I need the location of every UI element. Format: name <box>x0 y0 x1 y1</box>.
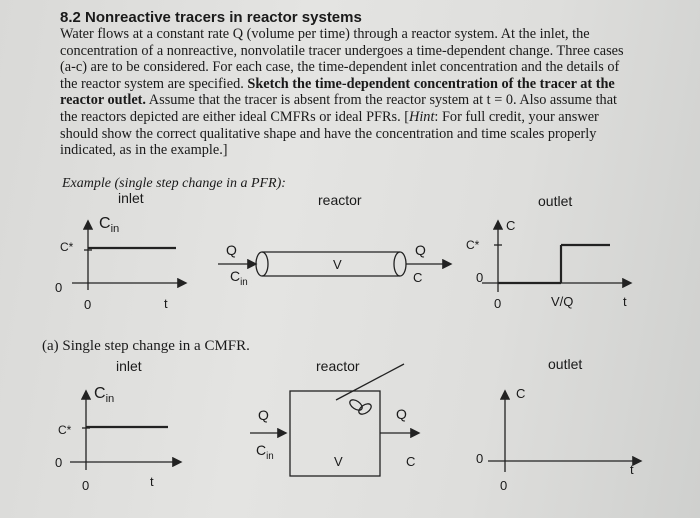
example-vq-label: V/Q <box>551 294 574 309</box>
part-a-cstar-label: C* <box>58 423 72 437</box>
problem-text-part3: Assume that the tracer is absent from the reactor system at t = 0. Also assume that the reactors depicted are either ideal CMFRs or ideal PFRs. [ <box>60 92 618 125</box>
example-cin-label: $C_{in}$ <box>99 215 120 236</box>
example-time-zero: 0 <box>84 297 92 312</box>
example-reactor-label: reactor <box>318 192 362 208</box>
example-outlet-c-label: C <box>506 218 516 233</box>
problem-heading: 8.2 Nonreactive tracers in reactor systems <box>60 9 362 26</box>
part-a-cmfr-mixer-shaft <box>336 364 404 400</box>
example-pfr-left-cap <box>256 252 268 276</box>
part-a-time-zero: 0 <box>82 478 90 493</box>
problem-text-bold: Sketch the time-dependent concentration of the tracer at the reactor outlet. <box>60 75 615 109</box>
part-a-cmfr-mixer-blade-1 <box>348 398 364 413</box>
example-outlet-plot <box>482 222 630 292</box>
part-a-outlet-t-label: t <box>630 462 634 477</box>
part-a-caption: (a) Single step change in a CMFR. <box>42 338 250 354</box>
example-outlet-label: outlet <box>538 193 573 209</box>
part-a-outlet-c-label: C <box>516 386 526 401</box>
example-outlet-time-zero: 0 <box>494 296 502 311</box>
example-outlet-t-label: t <box>623 294 627 309</box>
part-a-reactor-label: reactor <box>316 358 360 374</box>
part-a-v-label: V <box>334 454 343 469</box>
part-a-cin-label: $C_{in}$ <box>94 385 115 406</box>
part-a-c-out-label: C <box>406 454 416 469</box>
example-cin-reactor-label: $C_{in}$ <box>230 268 248 288</box>
part-a-outlet-origin-zero: 0 <box>476 451 484 466</box>
part-a-inlet-label: inlet <box>116 358 142 374</box>
part-a-outlet-time-zero: 0 <box>500 478 508 493</box>
example-pfr-right-cap <box>394 252 406 276</box>
part-a-q-in-label: Q <box>258 407 269 423</box>
part-a-outlet-plot <box>488 392 640 472</box>
example-inlet-label: inlet <box>118 190 144 206</box>
example-caption: Example (single step change in a PFR): <box>62 176 286 191</box>
part-a-inlet-plot <box>70 392 180 470</box>
part-a-q-out-label: Q <box>396 406 407 422</box>
example-origin-zero: 0 <box>55 280 63 295</box>
example-v-label: V <box>333 257 342 272</box>
example-outlet-cstar-label: C* <box>466 238 480 252</box>
example-c-out-label: C <box>413 270 423 285</box>
hint-label: Hint <box>409 108 435 125</box>
part-a-cmfr <box>250 364 418 476</box>
example-cstar-label: C* <box>60 240 74 254</box>
part-a-outlet-label: outlet <box>548 356 583 372</box>
part-a-cmfr-mixer-blade-2 <box>357 402 373 417</box>
problem-text-part4: : For full credit, your answer should show the correct qualitative shape and have the concentration and time scales properly indicated, as in the example.] <box>60 108 599 159</box>
example-pfr-body <box>262 252 400 276</box>
example-t-label: t <box>164 296 168 311</box>
example-q-out-label: Q <box>415 242 426 258</box>
example-q-in-label: Q <box>226 242 237 258</box>
example-pfr <box>218 252 450 276</box>
part-a-t-label: t <box>150 474 154 489</box>
example-inlet-plot <box>72 222 185 290</box>
part-a-origin-zero: 0 <box>55 455 63 470</box>
example-outlet-origin-zero: 0 <box>476 270 484 285</box>
part-a-cin-reactor-label: $C_{in}$ <box>256 442 274 462</box>
problem-text-part1: Water flows at a constant rate Q (volume per time) through a reactor system. At the inlet, the concentration of a nonreactive, nonvolatile tracer undergoes a time-dependent change. Three cases (a-c) are to be considered. For each case, the time-dependent inlet concentration and the details of the reactor system are specified. <box>60 26 624 92</box>
